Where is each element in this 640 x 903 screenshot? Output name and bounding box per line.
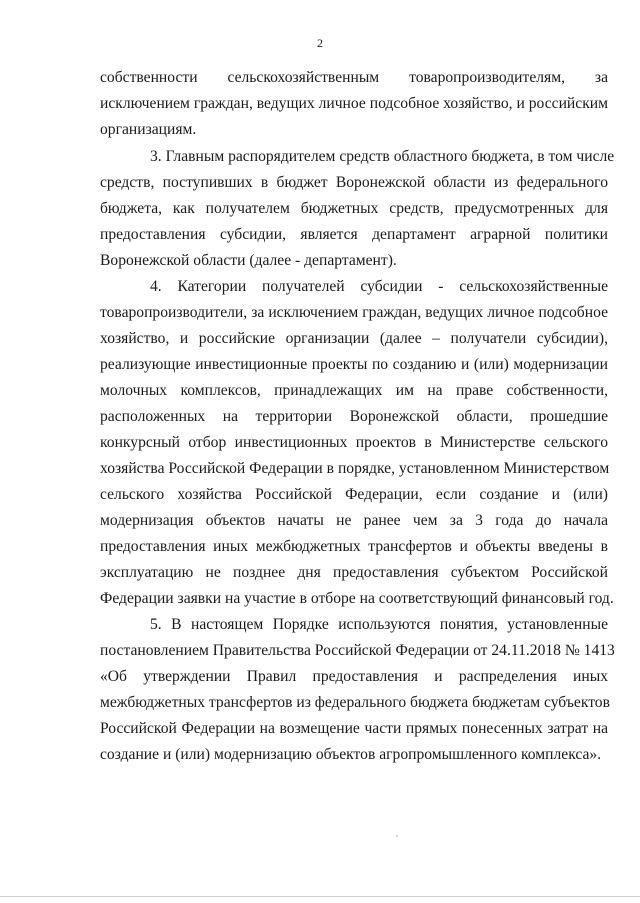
text-line: реализующие инвестиционные проекты по созданию и (или) модернизации <box>100 356 608 373</box>
page-number: 2 <box>317 36 323 50</box>
text-line: средств, поступивших в бюджет Воронежской области из федерального <box>100 174 608 191</box>
text-line: предоставления иных межбюджетных трансфертов и объекты введены в <box>100 538 608 555</box>
text-line: постановлением Правительства Российской Федерации от 24.11.2018 № 1413 <box>100 642 615 659</box>
text-line: межбюджетных трансфертов из федерального бюджета бюджетам субъектов <box>100 694 610 711</box>
text-line: исключением граждан, ведущих личное подсобное хозяйство, и российским <box>100 95 608 112</box>
text-line: 3. Главным распорядителем средств областного бюджета, в том числе <box>150 148 615 165</box>
text-line: эксплуатацию не позднее дня предоставления субъектом Российской <box>100 564 608 581</box>
text-line: Воронежской области (далее - департамент). <box>100 252 397 269</box>
text-line: конкурсный отбор инвестиционных проектов в Министерстве сельского <box>100 434 608 451</box>
text-line: бюджета, как получателем бюджетных средств, предусмотренных для <box>100 200 608 217</box>
text-line: хозяйство, и российские организации (далее – получатели субсидии), <box>100 330 608 347</box>
text-line: предоставления субсидии, является департамент аграрной политики <box>100 226 608 243</box>
text-line: модернизация объектов начаты не ранее чем за 3 года до начала <box>100 512 608 529</box>
text-line: молочных комплексов, принадлежащих им на праве собственности, <box>100 382 608 399</box>
scan-edge-line <box>0 896 640 897</box>
text-line: сельского хозяйства Российской Федерации, если создание и (или) <box>100 486 608 503</box>
scan-speck <box>396 835 398 837</box>
text-line: хозяйства Российской Федерации в порядке, установленном Министерством <box>100 460 610 477</box>
text-line: 4. Категории получателей субсидии - сельскохозяйственные <box>150 278 608 295</box>
text-line: организациям. <box>100 121 197 138</box>
text-line: расположенных на территории Воронежской области, прошедшие <box>100 408 608 425</box>
text-line: «Об утверждении Правил предоставления и распределения иных <box>100 668 608 685</box>
text-line: собственности сельскохозяйственным товаропроизводителям, за <box>100 69 608 86</box>
text-line: 5. В настоящем Порядке используются понятия, установленные <box>150 616 608 633</box>
text-line: создание и (или) модернизацию объектов агропромышленного комплекса». <box>100 746 602 763</box>
text-line: Федерации заявки на участие в отборе на соответствующий финансовый год. <box>100 590 614 607</box>
text-line: Российской Федерации на возмещение части прямых понесенных затрат на <box>100 720 608 737</box>
text-line: товаропроизводители, за исключением граждан, ведущих личное подсобное <box>100 304 608 321</box>
